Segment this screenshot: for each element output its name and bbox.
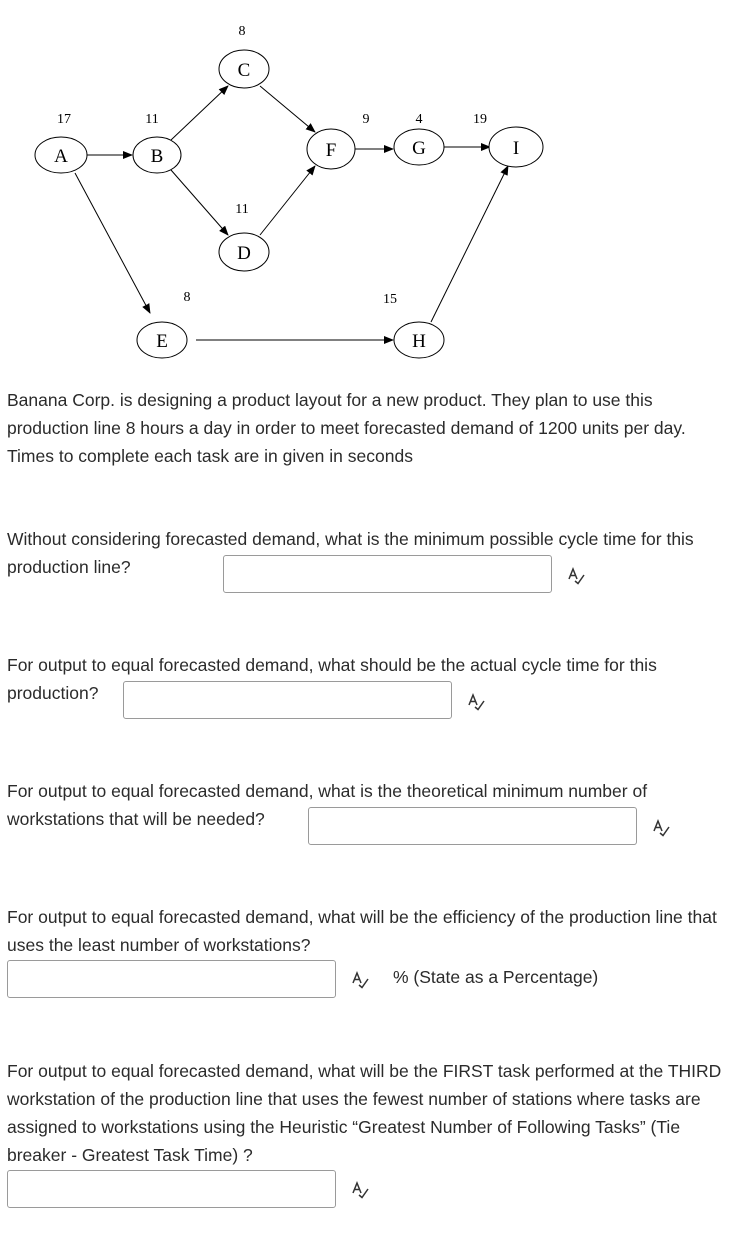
node-e-time: 8: [183, 290, 191, 305]
node-b-label: B: [150, 146, 164, 167]
precedence-diagram-svg: [0, 0, 620, 380]
question-2-label: For output to equal forecasted demand, what should be the actual cycle time for this production?: [7, 655, 657, 703]
spellcheck-icon[interactable]: [350, 1179, 370, 1199]
node-d: [219, 202, 269, 271]
node-e: [137, 290, 191, 358]
node-e-label: E: [156, 331, 168, 352]
spellcheck-icon[interactable]: [466, 691, 486, 711]
spellcheck-icon[interactable]: [350, 969, 370, 989]
question-5-answer-input[interactable]: [7, 1170, 336, 1208]
node-a-time: 17: [57, 112, 71, 127]
edge-b-c: [171, 86, 228, 140]
intro-text: Banana Corp. is designing a product layout for a new product. They plan to use this production line 8 hours a day in order to meet forecasted demand of 1200 units per day. Times to complete each task are in given in seconds: [7, 390, 686, 466]
precedence-diagram: [0, 0, 620, 380]
node-h-time: 15: [383, 292, 397, 307]
question-3-answer-input[interactable]: [308, 807, 637, 845]
spellcheck-icon[interactable]: [566, 565, 586, 585]
node-d-time: 11: [235, 202, 249, 217]
question-2-answer-input[interactable]: [123, 681, 452, 719]
node-d-label: D: [237, 243, 251, 264]
node-g-label: G: [412, 138, 426, 159]
node-f: [307, 112, 370, 169]
question-3-label: For output to equal forecasted demand, what is the theoretical minimum number of workstations that will be needed?: [7, 781, 648, 829]
spellcheck-icon[interactable]: [651, 817, 671, 837]
edge-d-f: [260, 166, 315, 235]
node-i-label: I: [512, 138, 520, 159]
edge-c-f: [260, 86, 315, 132]
node-i: [473, 112, 543, 167]
node-c: [219, 24, 269, 88]
node-f-label: F: [325, 140, 337, 161]
node-h-label: H: [412, 331, 426, 352]
question-1-answer-input[interactable]: [223, 555, 552, 593]
node-b: [133, 112, 181, 173]
question-5-text: For output to equal forecasted demand, what will be the FIRST task performed at the THIRD workstation of the production line that uses the fewest number of stations where tasks are assigned to workstations using the Heuristic “Greatest Number of Following Tasks” (Tie breaker - Greatest Task Time) ?: [7, 1061, 722, 1165]
node-i-time: 19: [473, 112, 487, 127]
node-h: [383, 292, 444, 358]
node-b-time: 11: [145, 112, 159, 127]
node-g-time: 4: [415, 112, 423, 127]
node-c-time: 8: [238, 24, 246, 39]
edge-a-e: [75, 173, 150, 313]
node-c-label: C: [237, 60, 251, 81]
node-f-time: 9: [362, 112, 370, 127]
question-4-text: For output to equal forecasted demand, what will be the efficiency of the production line that uses the least number of workstations?: [7, 907, 717, 955]
edge-h-i: [431, 166, 508, 322]
node-a-label: A: [54, 146, 68, 167]
percentage-suffix: % (State as a Percentage): [393, 967, 599, 987]
question-4-answer-input[interactable]: [7, 960, 336, 998]
node-a: [35, 112, 87, 173]
edge-b-d: [171, 170, 228, 235]
question-1-label: Without considering forecasted demand, what is the minimum possible cycle time for this production line?: [7, 529, 694, 577]
node-g: [394, 112, 444, 165]
